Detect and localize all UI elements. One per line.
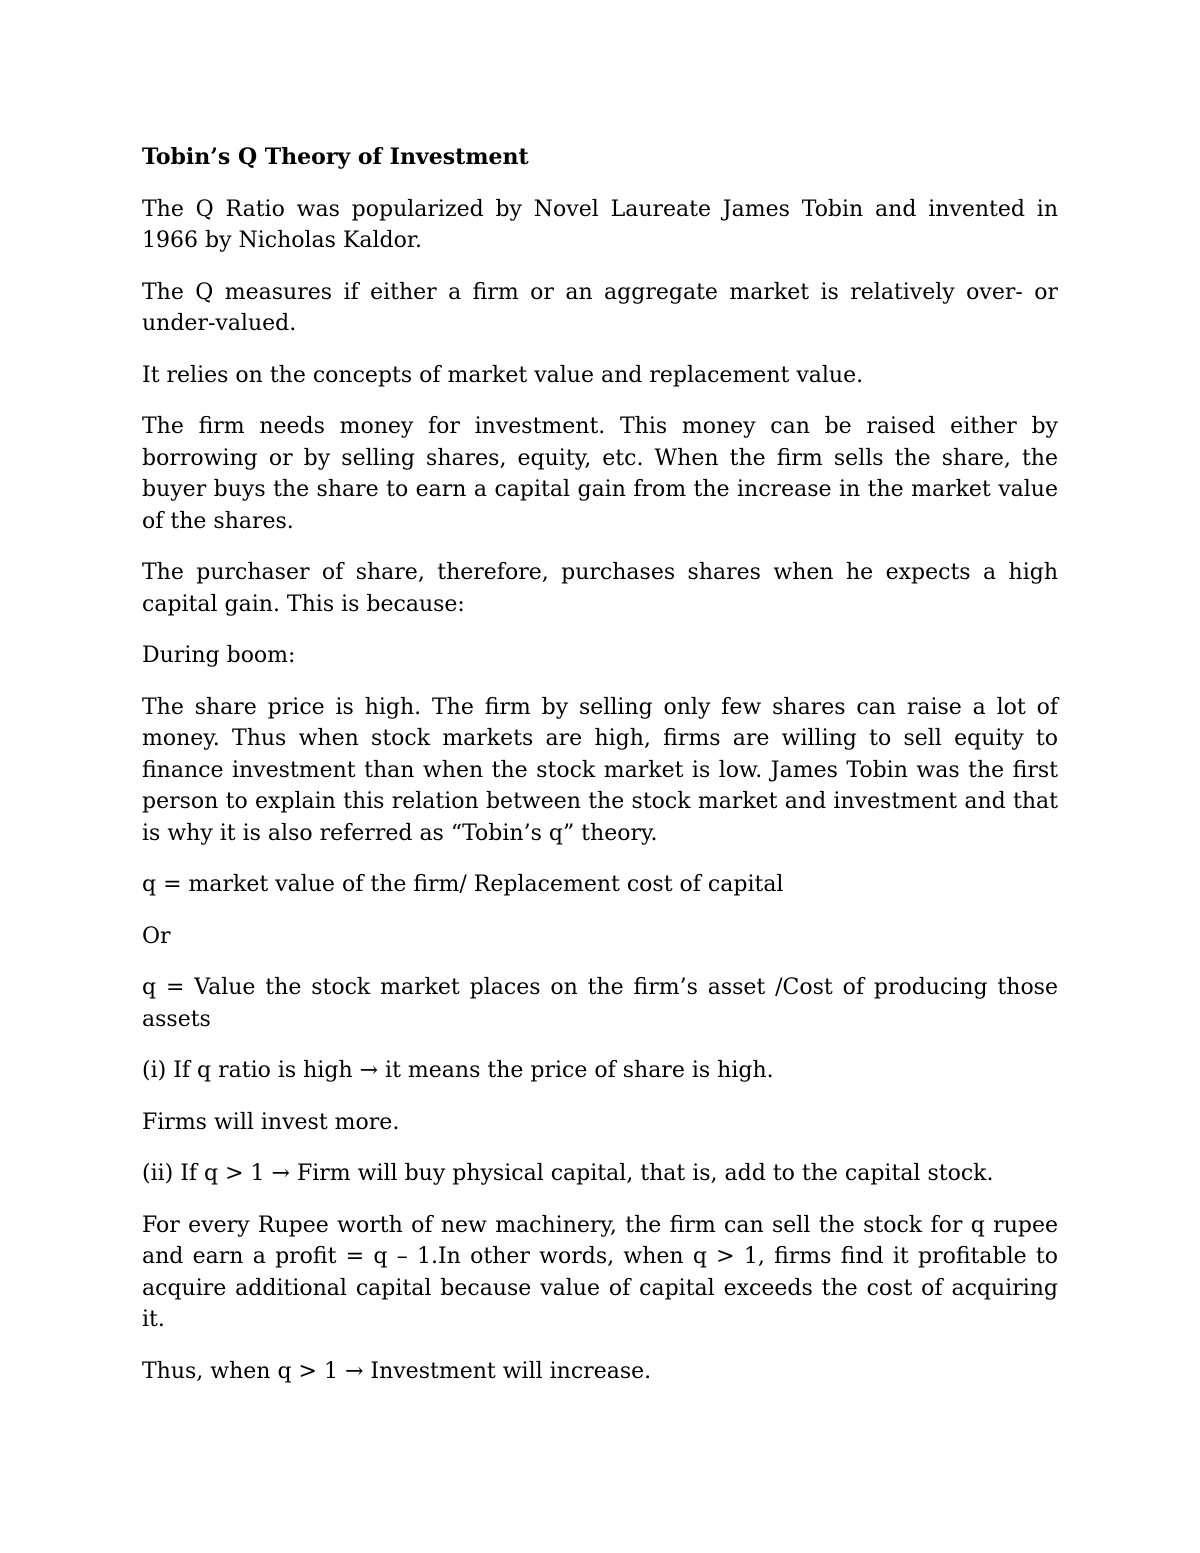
point-ii-q-greater-than-one: (ii) If q > 1 → Firm will buy physical capital, that is, add to the capital stock. <box>142 1161 994 1186</box>
paragraph-share-price-high: The share price is high. The firm by selling only few shares can raise a lot of money. Thus when stock markets are high, firms are willing to sell equity to finance investment than when the stock market is low. James Tobin was the first person to explain this relation between the stock market and investment and that is why it is also referred as “Tobin’s q” theory. <box>142 694 1058 846</box>
paragraph-firm-needs-money: The firm needs money for investment. This money can be raised either by borrowing or by selling shares, equity, etc. When the firm sells the share, the buyer buys the share to earn a capital gain from the increase in the market value of the shares. <box>142 414 1058 534</box>
paragraph-every-rupee: For every Rupee worth of new machinery, the firm can sell the stock for q rupee and earn a profit = q – 1.In other words, when q > 1, firms find it profitable to acquire additional capital because value of capital exceeds the cost of acquiring it. <box>142 1212 1058 1332</box>
paragraph-q-measures: The Q measures if either a firm or an aggregate market is relatively over- or under-valued. <box>142 279 1058 336</box>
paragraph-or: Or <box>142 923 171 949</box>
formula-q-alternative: q = Value the stock market places on the firm’s asset /Cost of producing those assets <box>142 975 1058 1032</box>
paragraph-concepts: It relies on the concepts of market value and replacement value. <box>142 362 864 388</box>
formula-q-definition: q = market value of the firm/ Replacement cost of capital <box>142 872 784 897</box>
document-title: Tobin’s Q Theory of Investment <box>142 144 529 170</box>
paragraph-firms-invest-more: Firms will invest more. <box>142 1109 400 1135</box>
document-body <box>142 142 1058 1407</box>
paragraph-conclusion: Thus, when q > 1 → Investment will increase. <box>142 1358 652 1384</box>
paragraph-purchaser: The purchaser of share, therefore, purchases shares when he expects a high capital gain. This is because: <box>142 560 1058 617</box>
paragraph-during-boom: During boom: <box>142 643 296 668</box>
paragraph-q-ratio-origin: The Q Ratio was popularized by Novel Laureate James Tobin and invented in 1966 by Nicholas Kaldor. <box>142 196 1058 253</box>
point-i-q-high: (i) If q ratio is high → it means the price of share is high. <box>142 1058 774 1083</box>
